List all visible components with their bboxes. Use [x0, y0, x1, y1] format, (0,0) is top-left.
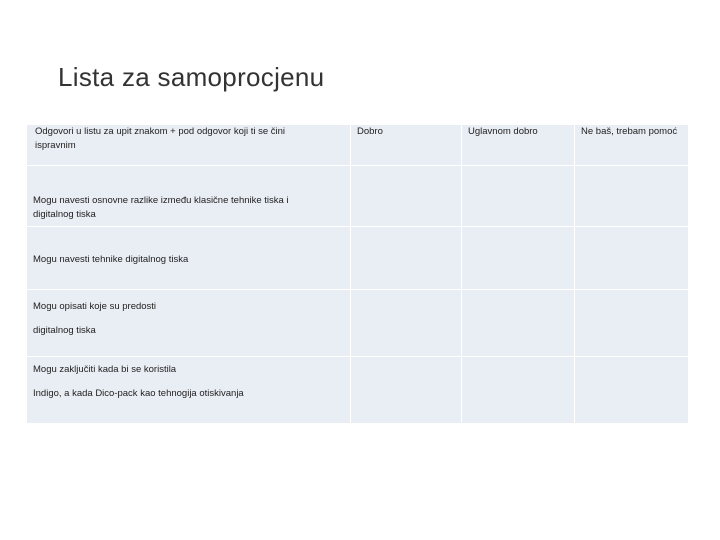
- answer-cell-uglavnom-dobro[interactable]: [462, 290, 575, 357]
- criterion-text-cont: digitalnog tiska: [33, 209, 96, 220]
- table-row: [27, 357, 689, 424]
- answer-cell-dobro[interactable]: [351, 290, 462, 357]
- answer-cell-uglavnom-dobro[interactable]: [462, 227, 575, 290]
- instruction-text-cont: ispravnim: [35, 140, 76, 151]
- page-title: Lista za samoprocjenu: [58, 62, 325, 92]
- instruction-cell: [27, 125, 351, 166]
- criterion-text: Mogu navesti osnovne razlike između klasične tehnike tiska i: [33, 195, 289, 206]
- criterion-text: Mogu navesti tehnike digitalnog tiska: [33, 254, 189, 265]
- column-header-uglavnom-dobro: Uglavnom dobro: [462, 125, 575, 166]
- answer-cell-ne-bas[interactable]: [575, 166, 689, 227]
- answer-cell-uglavnom-dobro[interactable]: [462, 357, 575, 424]
- column-header-dobro: Dobro: [351, 125, 462, 166]
- column-header-ne-bas: Ne baš, trebam pomoć: [575, 125, 689, 166]
- table-header-row: [27, 125, 689, 166]
- criterion-cell: [27, 166, 351, 227]
- criterion-text: Mogu opisati koje su predosti: [33, 301, 157, 312]
- answer-cell-ne-bas[interactable]: [575, 290, 689, 357]
- answer-cell-dobro[interactable]: [351, 227, 462, 290]
- table-row: [27, 290, 689, 357]
- table-row: [27, 166, 689, 227]
- answer-cell-uglavnom-dobro[interactable]: [462, 166, 575, 227]
- answer-cell-ne-bas[interactable]: [575, 357, 689, 424]
- criterion-text: Mogu zaključiti kada bi se koristila: [33, 364, 177, 375]
- table-row: [27, 227, 689, 290]
- instruction-text: Odgovori u listu za upit znakom + pod odgovor koji ti se čini: [35, 126, 286, 137]
- criterion-cell: [27, 227, 351, 290]
- answer-cell-dobro[interactable]: [351, 166, 462, 227]
- criterion-text-cont: Indigo, a kada Dico-pack kao tehnogija otiskivanja: [33, 388, 244, 399]
- answer-cell-ne-bas[interactable]: [575, 227, 689, 290]
- criterion-cell: [27, 357, 351, 424]
- answer-cell-dobro[interactable]: [351, 357, 462, 424]
- criterion-cell: [27, 290, 351, 357]
- criterion-text-cont: digitalnog tiska: [33, 325, 96, 336]
- self-assessment-table: [26, 124, 689, 424]
